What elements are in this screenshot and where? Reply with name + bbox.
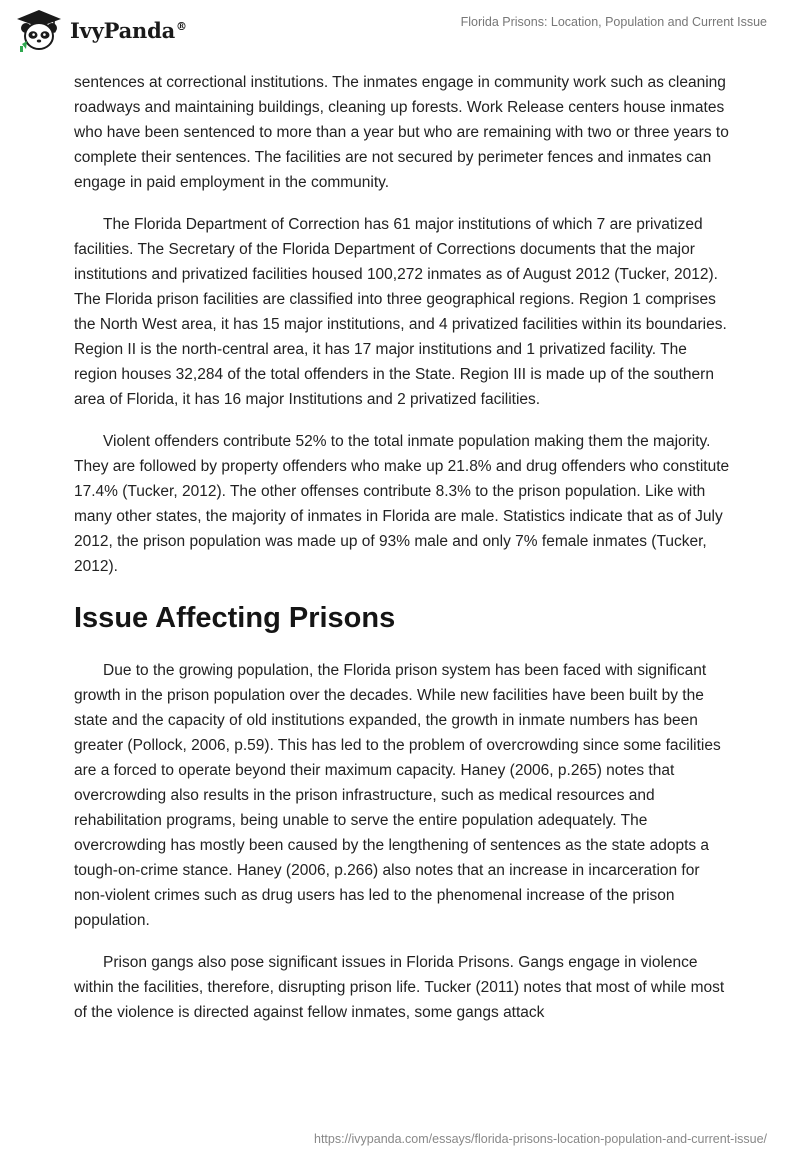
- article-body: [74, 70, 734, 1042]
- logo-wordmark: IvyPanda®: [70, 17, 187, 43]
- paragraph: sentences at correctional institutions. The inmates engage in community work such as cleaning roadways and maintaining buildings, cleaning up forests. Work Release centers house inmates who have been sentenced to more than a year but who are remaining with two or three years to complete their sentences. The facilities are not secured by perimeter fences and inmates can engage in paid employment in the community.: [74, 74, 729, 191]
- footer-source-url[interactable]: https://ivypanda.com/essays/florida-prisons-location-population-and-current-issue/: [314, 1132, 767, 1146]
- paragraph: Prison gangs also pose significant issues in Florida Prisons. Gangs engage in violence within the facilities, therefore, disrupting prison life. Tucker (2011) notes that most of while most of the violence is directed against fellow inmates, some gangs attack: [74, 954, 725, 1021]
- panda-graduate-icon: [14, 8, 64, 52]
- page-header: [0, 0, 800, 64]
- paragraph: Violent offenders contribute 52% to the total inmate population making them the majority. They are followed by property offenders who make up 21.8% and drug offenders who constitute 17.4% (Tucker, 2012). The other offenses contribute 8.3% to the prison population. Like with many other states, the majority of inmates in Florida are male. Statistics indicate that as of July 2012, the prison population was made up of 93% male and only 7% female inmates (Tucker, 2012).: [74, 433, 730, 575]
- section-heading: Issue Affecting Prisons: [74, 602, 396, 634]
- ivypanda-logo[interactable]: [14, 8, 187, 52]
- paragraph: The Florida Department of Correction has 61 major institutions of which 7 are privatized facilities. The Secretary of the Florida Department of Corrections documents that the major institutions and privatized facilities housed 100,272 inmates as of August 2012 (Tucker, 2012). The Florida prison facilities are classified into three geographical regions. Region 1 comprises the North West area, it has 15 major institutions, and 4 privatized facilities within its boundaries. Region II is the north-central area, it has 17 major institutions and 1 privatized facility. The region houses 32,284 of the total offenders in the State. Region III is made up of the southern area of Florida, it has 16 major Institutions and 2 privatized facilities.: [74, 216, 727, 408]
- document-title: Florida Prisons: Location, Population and Current Issue: [460, 15, 767, 29]
- paragraph: Due to the growing population, the Florida prison system has been faced with significant growth in the prison population over the decades. While new facilities have been built by the state and the capacity of old institutions expanded, the growth in inmate numbers has been greater (Pollock, 2006, p.59). This has led to the problem of overcrowding since some facilities are a forced to operate beyond their maximum capacity. Haney (2006, p.265) notes that overcrowding also results in the prison infrastructure, such as medical resources and rehabilitation programs, being unable to serve the entire population adequately. The overcrowding has mostly been caused by the lengthening of sentences as the state adopts a tough-on-crime stance. Haney (2006, p.266) also notes that an increase in incarceration for non-violent crimes such as drug users has led to the phenomenal increase of the prison population.: [74, 662, 721, 929]
